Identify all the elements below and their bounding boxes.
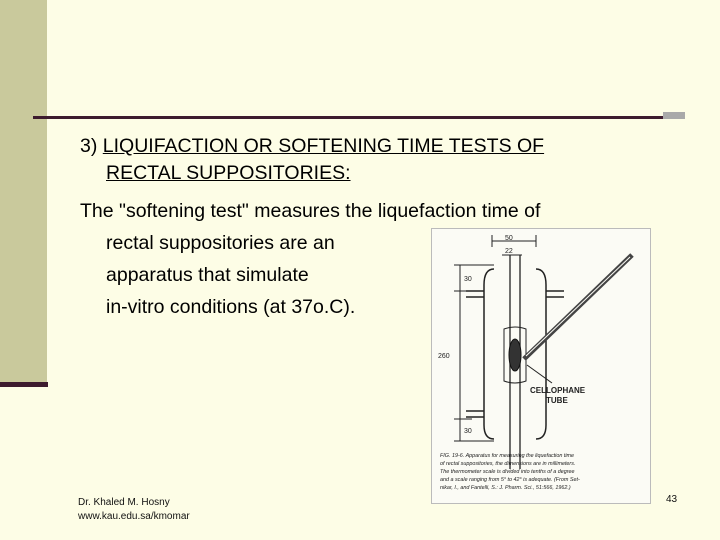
dim-top-outer-label: 50 <box>505 235 513 242</box>
outlet-tube <box>466 411 484 417</box>
figure-caption-line2: of rectal suppositories, the dimensions are in millimeters. <box>440 461 576 467</box>
figure-caption-line5: nikar, I., and Fantelli, S.: J. Pharm. Sci., 51:566, 1962.) <box>440 485 571 491</box>
slide-heading <box>80 133 680 187</box>
figure-caption-line4: and a scale ranging from 5° to 42° is adequate. (From Set- <box>440 477 580 483</box>
left-decorative-band <box>0 0 47 386</box>
title-divider-line <box>33 116 663 119</box>
apparatus-diagram <box>432 229 650 503</box>
author-website: www.kau.edu.sa/kmomar <box>78 511 190 522</box>
outer-jacket-left <box>484 269 494 439</box>
left-band-edge <box>0 382 48 387</box>
dim-left-lower-label: 30 <box>464 428 472 435</box>
suppository-shape <box>509 339 521 371</box>
heading-number: 3) <box>80 135 98 157</box>
body-line-2: rectal suppositories are an <box>106 232 335 254</box>
body-line-4: in-vitro conditions (at 37o.C). <box>106 296 356 318</box>
footer-author <box>78 496 190 524</box>
inlet-tube <box>466 291 484 297</box>
cellophane-label-line2: TUBE <box>546 396 568 405</box>
outer-jacket-right <box>536 269 546 439</box>
heading-title-line2: RECTAL SUPPOSITORIES: <box>106 162 351 184</box>
heading-title-line1: LIQUIFACTION OR SOFTENING TIME TESTS OF <box>102 135 545 157</box>
dim-left-upper-label: 30 <box>464 276 472 283</box>
label-pointer <box>527 365 552 383</box>
author-name: Dr. Khaled M. Hosny <box>78 497 170 508</box>
page-number: 43 <box>666 494 678 505</box>
cellophane-label-line1: CELLOPHANE <box>530 386 586 395</box>
title-divider-accent <box>663 112 685 119</box>
body-line-3: apparatus that simulate <box>106 264 309 286</box>
apparatus-figure <box>431 228 651 504</box>
side-tube-right <box>546 291 564 297</box>
body-line-1: The "softening test" measures the liquefaction time of <box>80 200 541 222</box>
figure-caption-line1: FIG. 19-6. Apparatus for measuring the liquefaction time <box>440 453 575 459</box>
dim-top-inner-label: 22 <box>505 248 513 255</box>
figure-caption-line3: The thermometer scale is divided into tenths of a degree <box>440 469 575 475</box>
dim-left-total-label: 260 <box>438 353 450 360</box>
